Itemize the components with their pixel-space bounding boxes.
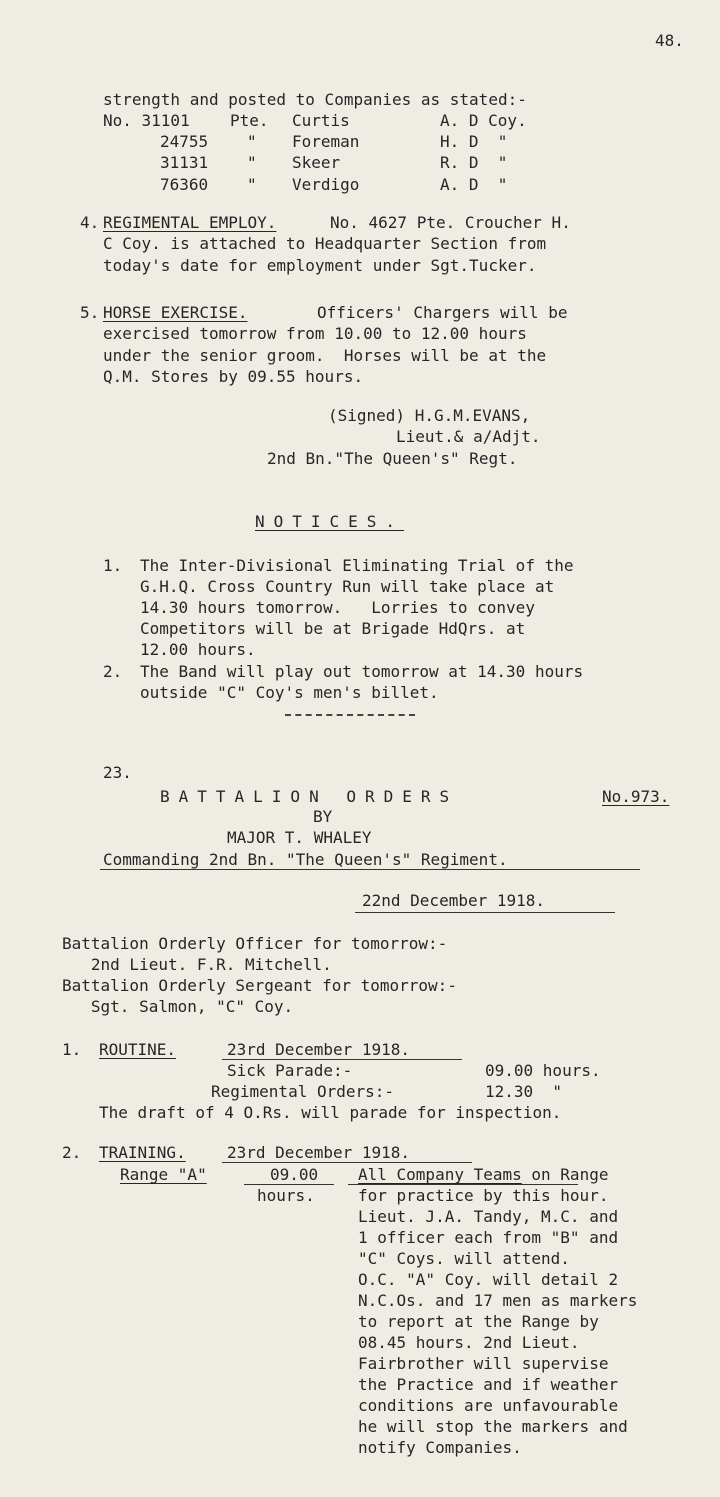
notice-line: Competitors will be at Brigade HdQrs. at [140, 619, 526, 638]
item5-line: under the senior groom. Horses will be at the [103, 346, 547, 365]
posting-name: Foreman [292, 132, 360, 151]
item5-line: exercised tomorrow from 10.00 to 12.00 hours [103, 324, 527, 343]
posting-coy: A. D " [440, 175, 508, 194]
posting-name: Curtis [292, 111, 350, 130]
routine-note: The draft of 4 O.Rs. will parade for inspection. [99, 1103, 562, 1122]
posting-rank: " [247, 132, 257, 151]
duty-line: Sgt. Salmon, "C" Coy. [62, 997, 294, 1016]
order-number: No.973. [602, 787, 670, 806]
notice-number: 2. [103, 662, 123, 681]
training-line: for practice by this hour. [358, 1186, 609, 1205]
routine-time: 12.30 " [485, 1082, 563, 1101]
routine-time: 09.00 hours. [485, 1061, 601, 1080]
duty-line: 2nd Lieut. F.R. Mitchell. [62, 955, 332, 974]
posting-name: Skeer [292, 153, 341, 172]
duty-line: Battalion Orderly Sergeant for tomorrow:- [62, 976, 457, 995]
signature-unit: 2nd Bn."The Queen's" Regt. [267, 449, 518, 468]
posting-no: 24755 [160, 132, 209, 151]
item4-line: today's date for employment under Sgt.Tucker. [103, 256, 537, 275]
horse-exercise-heading: HORSE EXERCISE. [103, 303, 248, 322]
posting-rank: " [247, 175, 257, 194]
item4-line: No. 4627 Pte. Croucher H. [330, 213, 571, 232]
notice-number: 1. [103, 556, 123, 575]
posting-no: No. 31101 [103, 111, 190, 130]
posting-no: 31131 [160, 153, 209, 172]
notices-title: NOTICES. [255, 512, 405, 531]
item5-line: Q.M. Stores by 09.55 hours. [103, 367, 364, 386]
training-date-underline [222, 1162, 472, 1163]
posting-rank: Pte. [230, 111, 269, 130]
notice-line: 12.00 hours. [140, 640, 256, 659]
item4-line: C Coy. is attached to Headquarter Section from [103, 234, 547, 253]
notice-line: outside "C" Coy's men's billet. [140, 683, 439, 702]
training-time: 09.00 [270, 1165, 319, 1184]
item-number: 1. [62, 1040, 82, 1059]
orders-commander: MAJOR T. WHALEY [227, 828, 372, 847]
posting-name: Verdigo [292, 175, 360, 194]
training-line: "C" Coys. will attend. [358, 1249, 570, 1268]
training-line: 1 officer each from "B" and [358, 1228, 619, 1247]
company-teams-text: All Company Teams [358, 1165, 522, 1184]
training-line: 08.45 hours. 2nd Lieut. [358, 1333, 580, 1352]
item-number: 4. [80, 213, 100, 232]
battalion-orders-title: BATTALION ORDERS [160, 787, 459, 806]
page-number: 48. [655, 31, 684, 50]
duty-line: Battalion Orderly Officer for tomorrow:- [62, 934, 448, 953]
signature-rank: Lieut.& a/Adjt. [396, 427, 541, 446]
training-date: 23rd December 1918. [227, 1143, 411, 1162]
orders-commanding: Commanding 2nd Bn. "The Queen's" Regiment. [103, 850, 508, 869]
training-line: Lieut. J.A. Tandy, M.C. and [358, 1207, 619, 1226]
posting-coy: R. D " [440, 153, 508, 172]
training-heading: TRAINING. [99, 1143, 186, 1162]
posting-coy: H. D " [440, 132, 508, 151]
commanding-underline [100, 869, 640, 870]
training-line: O.C. "A" Coy. will detail 2 [358, 1270, 619, 1289]
item-number: 5. [80, 303, 100, 322]
range-label: Range "A" [120, 1165, 207, 1184]
training-first-line [358, 1165, 608, 1185]
orders-by: BY [313, 807, 333, 826]
orders-date: 22nd December 1918. [362, 891, 546, 910]
notice-line: The Inter-Divisional Eliminating Trial of the [140, 556, 574, 575]
item-number: 2. [62, 1143, 82, 1162]
notice-line: G.H.Q. Cross Country Run will take place at [140, 577, 555, 596]
posting-coy: A. D Coy. [440, 111, 527, 130]
training-line: the Practice and if weather [358, 1375, 619, 1394]
training-line: N.C.Os. and 17 men as markers [358, 1291, 638, 1310]
training-line: notify Companies. [358, 1438, 522, 1457]
date-underline [355, 912, 615, 913]
postings-intro: strength and posted to Companies as stated:- [103, 90, 527, 109]
order-serial: 23. [103, 763, 132, 782]
notice-line: The Band will play out tomorrow at 14.30 hours [140, 662, 584, 681]
training-line: Fairbrother will supervise [358, 1354, 609, 1373]
training-line: to report at the Range by [358, 1312, 599, 1331]
training-time-unit: hours. [257, 1186, 315, 1205]
notices-end-rule [285, 714, 415, 716]
posting-no: 76360 [160, 175, 209, 194]
item5-line: Officers' Chargers will be [317, 303, 568, 322]
signature-name: (Signed) H.G.M.EVANS, [328, 406, 531, 425]
training-line: he will stop the markers and [358, 1417, 628, 1436]
routine-date: 23rd December 1918. [227, 1040, 411, 1059]
regimental-employ-heading: REGIMENTAL EMPLOY. [103, 213, 277, 232]
training-time-underline [244, 1184, 334, 1185]
training-first-underline [348, 1184, 578, 1185]
routine-heading: ROUTINE. [99, 1040, 177, 1059]
posting-rank: " [247, 153, 257, 172]
routine-label: Regimental Orders:- [211, 1082, 395, 1101]
training-line: conditions are unfavourable [358, 1396, 619, 1415]
notice-line: 14.30 hours tomorrow. Lorries to convey [140, 598, 535, 617]
routine-label: Sick Parade:- [227, 1061, 353, 1080]
routine-date-underline [222, 1059, 462, 1060]
training-first-tail: on Range [521, 1165, 609, 1184]
